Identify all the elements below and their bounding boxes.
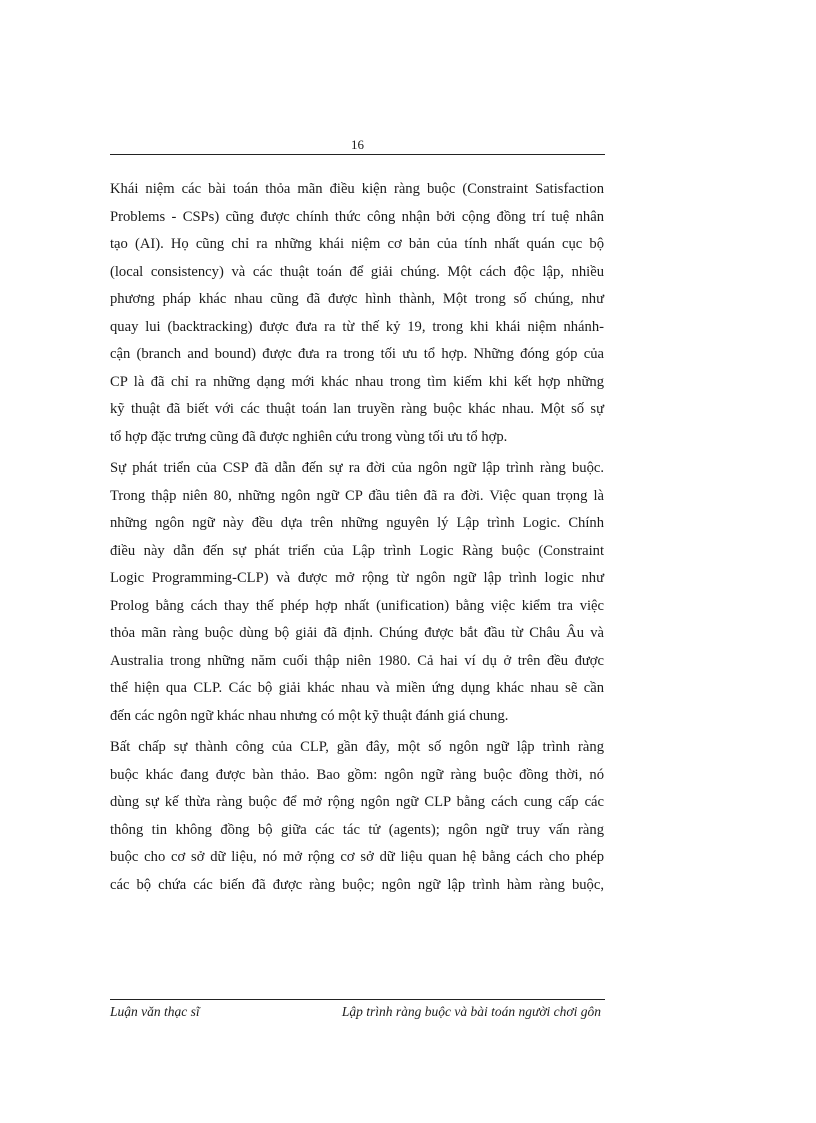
text-line: Sự phát triển của CSP đã dẫn đến sự ra đời của ngôn ngữ lập trình ràng buộc. (110, 460, 604, 476)
footer-thesis-label: Luận văn thạc sĩ (110, 1004, 200, 1019)
text-line: (local consistency) và các thuật toán để giải chúng. Một cách độc lập, nhiều (110, 263, 604, 280)
text-line: Khái niệm các bài toán thỏa mãn điều kiện ràng buộc (Constraint Satisfaction (110, 181, 604, 197)
footer-thesis-title: Lập trình ràng buộc và bài toán người chơi gôn (341, 1004, 601, 1019)
text-line: quay lui (backtracking) được đưa ra từ thế kỷ 19, trong khi khái niệm nhánh- (110, 318, 604, 335)
text-line: thông tin không đồng bộ giữa các tác tử (agents); ngôn ngữ truy vấn ràng (110, 821, 604, 838)
paragraph-2 (110, 455, 604, 730)
paragraph-3 (110, 734, 604, 899)
text-line: thể hiện qua CLP. Các bộ giải khác nhau và miền ứng dụng khác nhau sẽ cần (110, 680, 604, 696)
text-line: đến các ngôn ngữ khác nhau nhưng có một kỹ thuật đánh giá chung. (110, 707, 509, 724)
body-text (110, 176, 604, 903)
text-line: tổ hợp đặc trưng cũng đã được nghiên cứu trong vùng tối ưu tổ hợp. (110, 428, 508, 445)
footer-divider (110, 999, 605, 1000)
text-line: phương pháp khác nhau cũng đã được hình thành, Một trong số chúng, như (110, 291, 604, 307)
text-line: Bất chấp sự thành công của CLP, gần đây, một số ngôn ngữ lập trình ràng (110, 739, 604, 755)
text-line: CP là đã chỉ ra những dạng mới khác nhau trong tìm kiếm khi kết hợp những (110, 373, 604, 390)
text-line: các bộ chứa các biến đã được ràng buộc; ngôn ngữ lập trình hàm ràng buộc, (110, 876, 604, 893)
text-line: Prolog bằng cách thay thế phép hợp nhất (unification) bằng việc kiểm tra việc (110, 597, 604, 614)
paragraph-1 (110, 176, 604, 451)
text-line: cận (branch and bound) được đưa ra trong tối ưu tổ hợp. Những đóng góp của (110, 346, 604, 362)
text-line: buộc cho cơ sở dữ liệu, nó mở rộng cơ sở dữ liệu quan hệ bằng cách cho phép (110, 849, 604, 865)
text-line: thỏa mãn ràng buộc dùng bộ giải đã định. Chúng được bắt đầu từ Châu Âu và (110, 625, 604, 641)
text-line: Trong thập niên 80, những ngôn ngữ CP đầu tiên đã ra đời. Việc quan trọng là (110, 487, 604, 504)
text-line: tạo (AI). Họ cũng chỉ ra những khái niệm cơ bản của tính nhất quán cục bộ (110, 236, 604, 252)
text-line: buộc khác đang được bàn thảo. Bao gồm: ngôn ngữ ràng buộc đồng thời, nó (110, 766, 604, 783)
text-line: Logic Programming-CLP) và được mở rộng từ ngôn ngữ lập trình logic như (110, 570, 604, 586)
header-divider (110, 154, 605, 155)
text-line: kỹ thuật đã biết với các thuật toán lan truyền ràng buộc khác nhau. Một số sự (110, 401, 604, 417)
text-line: Problems - CSPs) cũng được chính thức công nhận bởi cộng đồng trí tuệ nhân (110, 208, 604, 225)
text-line: dùng sự kế thừa ràng buộc để mở rộng ngôn ngữ CLP bằng cách cung cấp các (110, 794, 604, 810)
text-line: điều này dẫn đến sự phát triển của Lập trình Logic Ràng buộc (Constraint (110, 542, 604, 559)
text-line: Australia trong những năm cuối thập niên 1980. Cả hai ví dụ ở trên đều được (110, 652, 604, 669)
page-number: 16 (351, 137, 364, 152)
text-line: những ngôn ngữ này đều dựa trên những nguyên lý Lập trình Logic. Chính (110, 515, 604, 531)
